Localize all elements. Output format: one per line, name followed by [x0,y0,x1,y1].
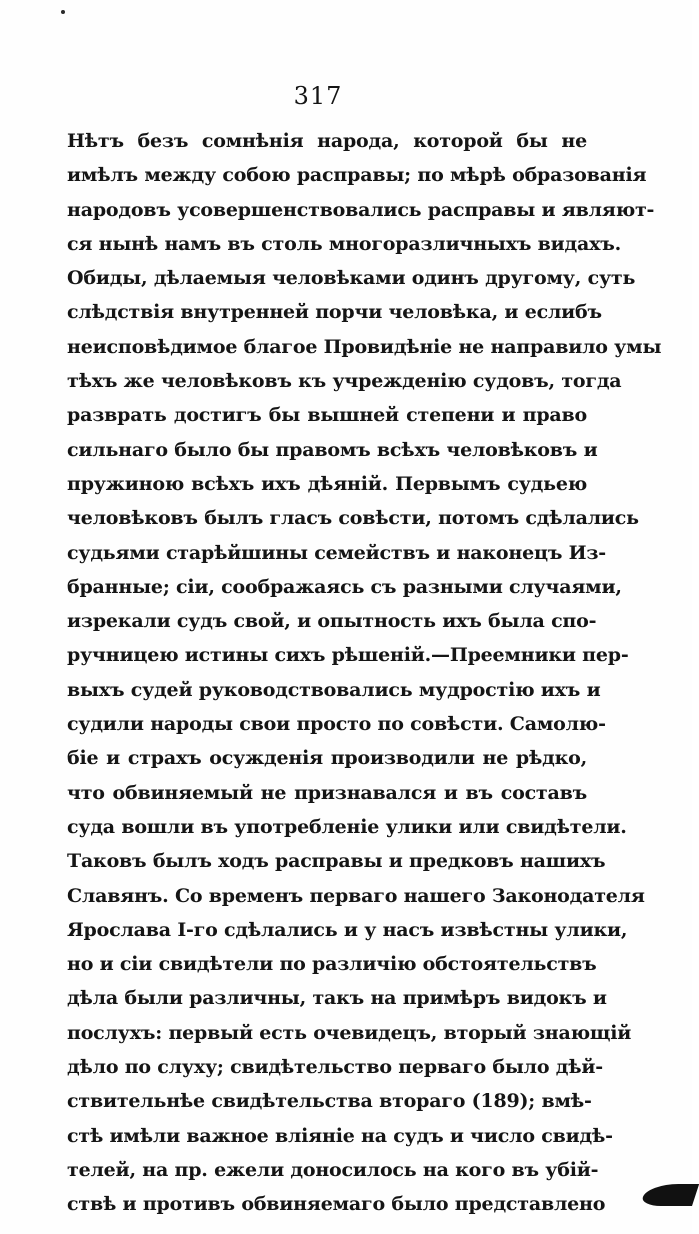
text-line: но и сіи свидѣтели по различію обстоятельствъ [67,953,597,976]
text-line: послухъ: первый есть очевидецъ, вторый знающій [67,1021,632,1044]
text-line: бранные; сіи, соображаясь съ разными случаями, [67,575,622,598]
text-line: народовъ усовершенствовались расправы и являют- [67,198,655,221]
text-line: суда вошли въ употребленіе улики или свидѣтели. [67,815,627,838]
text-line: Обиды, дѣлаемыя человѣками одинъ другому, суть [67,267,636,290]
text-line: Славянъ. Со временъ перваго нашего Законодателя [67,884,645,907]
text-line: судьями старѣйшины семействъ и наконецъ Из- [67,541,606,564]
text-line: сильнаго было бы правомъ всѣхъ человѣковъ и [67,438,598,461]
text-line: дѣла были различны, такъ на примѣръ видокъ и [67,987,607,1010]
text-line: судили народы свои просто по совѣсти. Самолю- [67,713,606,736]
text-line: Нѣтъ безъ сомнѣнія народа, которой бы не [67,130,587,152]
page-number: 317 [293,82,343,110]
text-line: слѣдствія внутренней порчи человѣка, и еслибъ [67,301,602,324]
text-line: изрекали судъ свой, и опытность ихъ была спо- [67,610,597,633]
text-line: разврать достигъ бы вышней степени и право [67,404,587,427]
text-line: неисповѣдимое благое Провидѣніе не направило умы [67,335,662,358]
text-line: тѣхъ же человѣковъ къ учрежденію судовъ, тогда [67,370,622,393]
text-line: что обвиняемый не признавался и въ составъ [67,781,587,804]
text-line: выхъ судей руководствовались мудростію ихъ и [67,678,601,701]
text-line: дѣло по слуху; свидѣтельство перваго было дѣй- [67,1056,603,1079]
text-line: пружиною всѣхъ ихъ дѣяній. Первымъ судьею [67,472,587,495]
text-line: человѣковъ былъ гласъ совѣсти, потомъ сдѣлались [67,507,639,530]
body-text [67,124,662,1222]
text-line: Ярослава I-го сдѣлались и у насъ извѣстны улики, [67,918,628,941]
text-line: ся нынѣ намъ въ столь многоразличныхъ видахъ. [67,232,622,255]
ink-speck [61,10,65,14]
text-line: Таковъ былъ ходъ расправы и предковъ нашихъ [67,850,606,873]
text-line: ствѣ и противъ обвиняемаго было представлено [67,1193,606,1216]
page-corner-shadow [640,1184,699,1206]
text-line: телей, на пр. ежели доносилось на кого въ убій- [67,1158,599,1181]
text-line: ручницею истины сихъ рѣшеній.—Преемники пер- [67,644,629,667]
text-line: стѣ имѣли важное вліяніе на судъ и число свидѣ- [67,1124,613,1147]
text-line: ствительнѣе свидѣтельства втораго (189); вмѣ- [67,1090,592,1113]
text-line: имѣлъ между собою расправы; по мѣрѣ образованія [67,164,647,187]
text-line: біе и страхъ осужденія производили не рѣдко, [67,747,587,770]
